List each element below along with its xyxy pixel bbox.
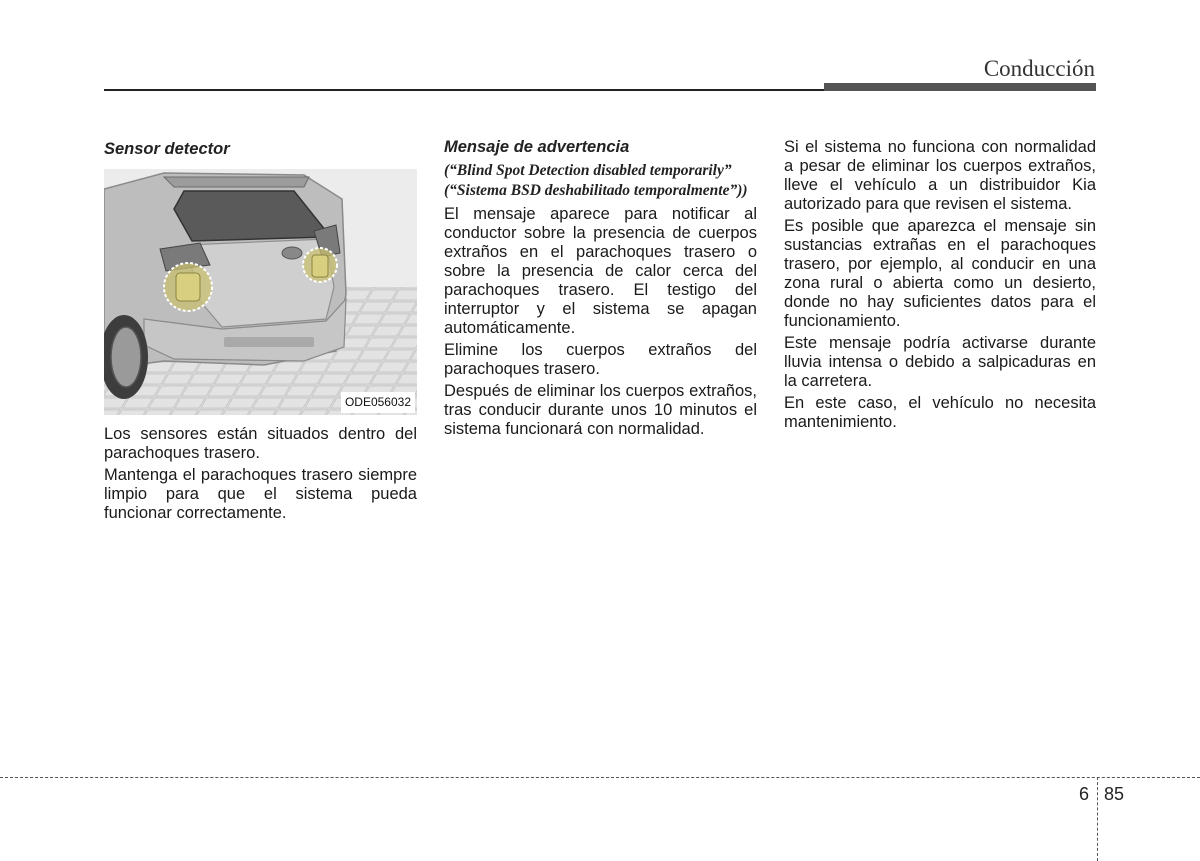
section-heading-sensor: Sensor detector bbox=[104, 140, 230, 158]
car-rear-illustration bbox=[104, 169, 417, 415]
warning-message-subheading: (“Blind Spot Detection disabled temporarily” (“Sistema BSD deshabilitado temporalmente”)) bbox=[444, 162, 748, 199]
page-number: 85 bbox=[1104, 784, 1125, 804]
footer-rule bbox=[0, 777, 1200, 778]
paragraph: Si el sistema no funciona con normalidad a pesar de eliminar los cuerpos extraños, lleve el vehículo a un distribuidor Kia autorizado para que revisen el sistema. bbox=[784, 138, 1096, 213]
car-rear-drawing bbox=[104, 169, 417, 415]
paragraph: Este mensaje podría activarse durante lluvia intensa o debido a salpicaduras en la carretera. bbox=[784, 334, 1096, 390]
section-heading-warning: Mensaje de advertencia bbox=[444, 138, 630, 156]
column-3 bbox=[784, 138, 1096, 435]
figure-code: ODE056032 bbox=[341, 392, 415, 413]
chapter-number: 6 bbox=[1079, 784, 1090, 804]
column-2 bbox=[444, 138, 757, 442]
paragraph: Después de eliminar los cuerpos extraños, tras conducir durante unos 10 minutos el sistema funcionará con normalidad. bbox=[444, 382, 757, 438]
paragraph: Mantenga el parachoques trasero siempre limpio para que el sistema pueda funcionar correctamente. bbox=[104, 466, 417, 522]
page-header-title: Conducción bbox=[983, 56, 1095, 81]
paragraph: Elimine los cuerpos extraños del parachoques trasero. bbox=[444, 341, 757, 378]
paragraph: El mensaje aparece para notificar al conductor sobre la presencia de cuerpos extraños en el parachoques trasero o sobre la presencia de calor cerca del parachoques trasero. El testigo del interruptor y el sistema se apagan automáticamente. bbox=[444, 205, 757, 337]
paragraph: Es posible que aparezca el mensaje sin sustancias extrañas en el parachoques trasero, por ejemplo, al conducir en una zona rural o abierta como un desierto, donde no hay suficientes datos para el funcionamiento. bbox=[784, 217, 1096, 330]
header-rule bbox=[104, 89, 824, 91]
paragraph: Los sensores están situados dentro del parachoques trasero. bbox=[104, 425, 417, 462]
header-rule-accent bbox=[824, 83, 1096, 91]
column-1 bbox=[104, 138, 417, 526]
footer-divider bbox=[1097, 777, 1098, 861]
paragraph: En este caso, el vehículo no necesita mantenimiento. bbox=[784, 394, 1096, 431]
